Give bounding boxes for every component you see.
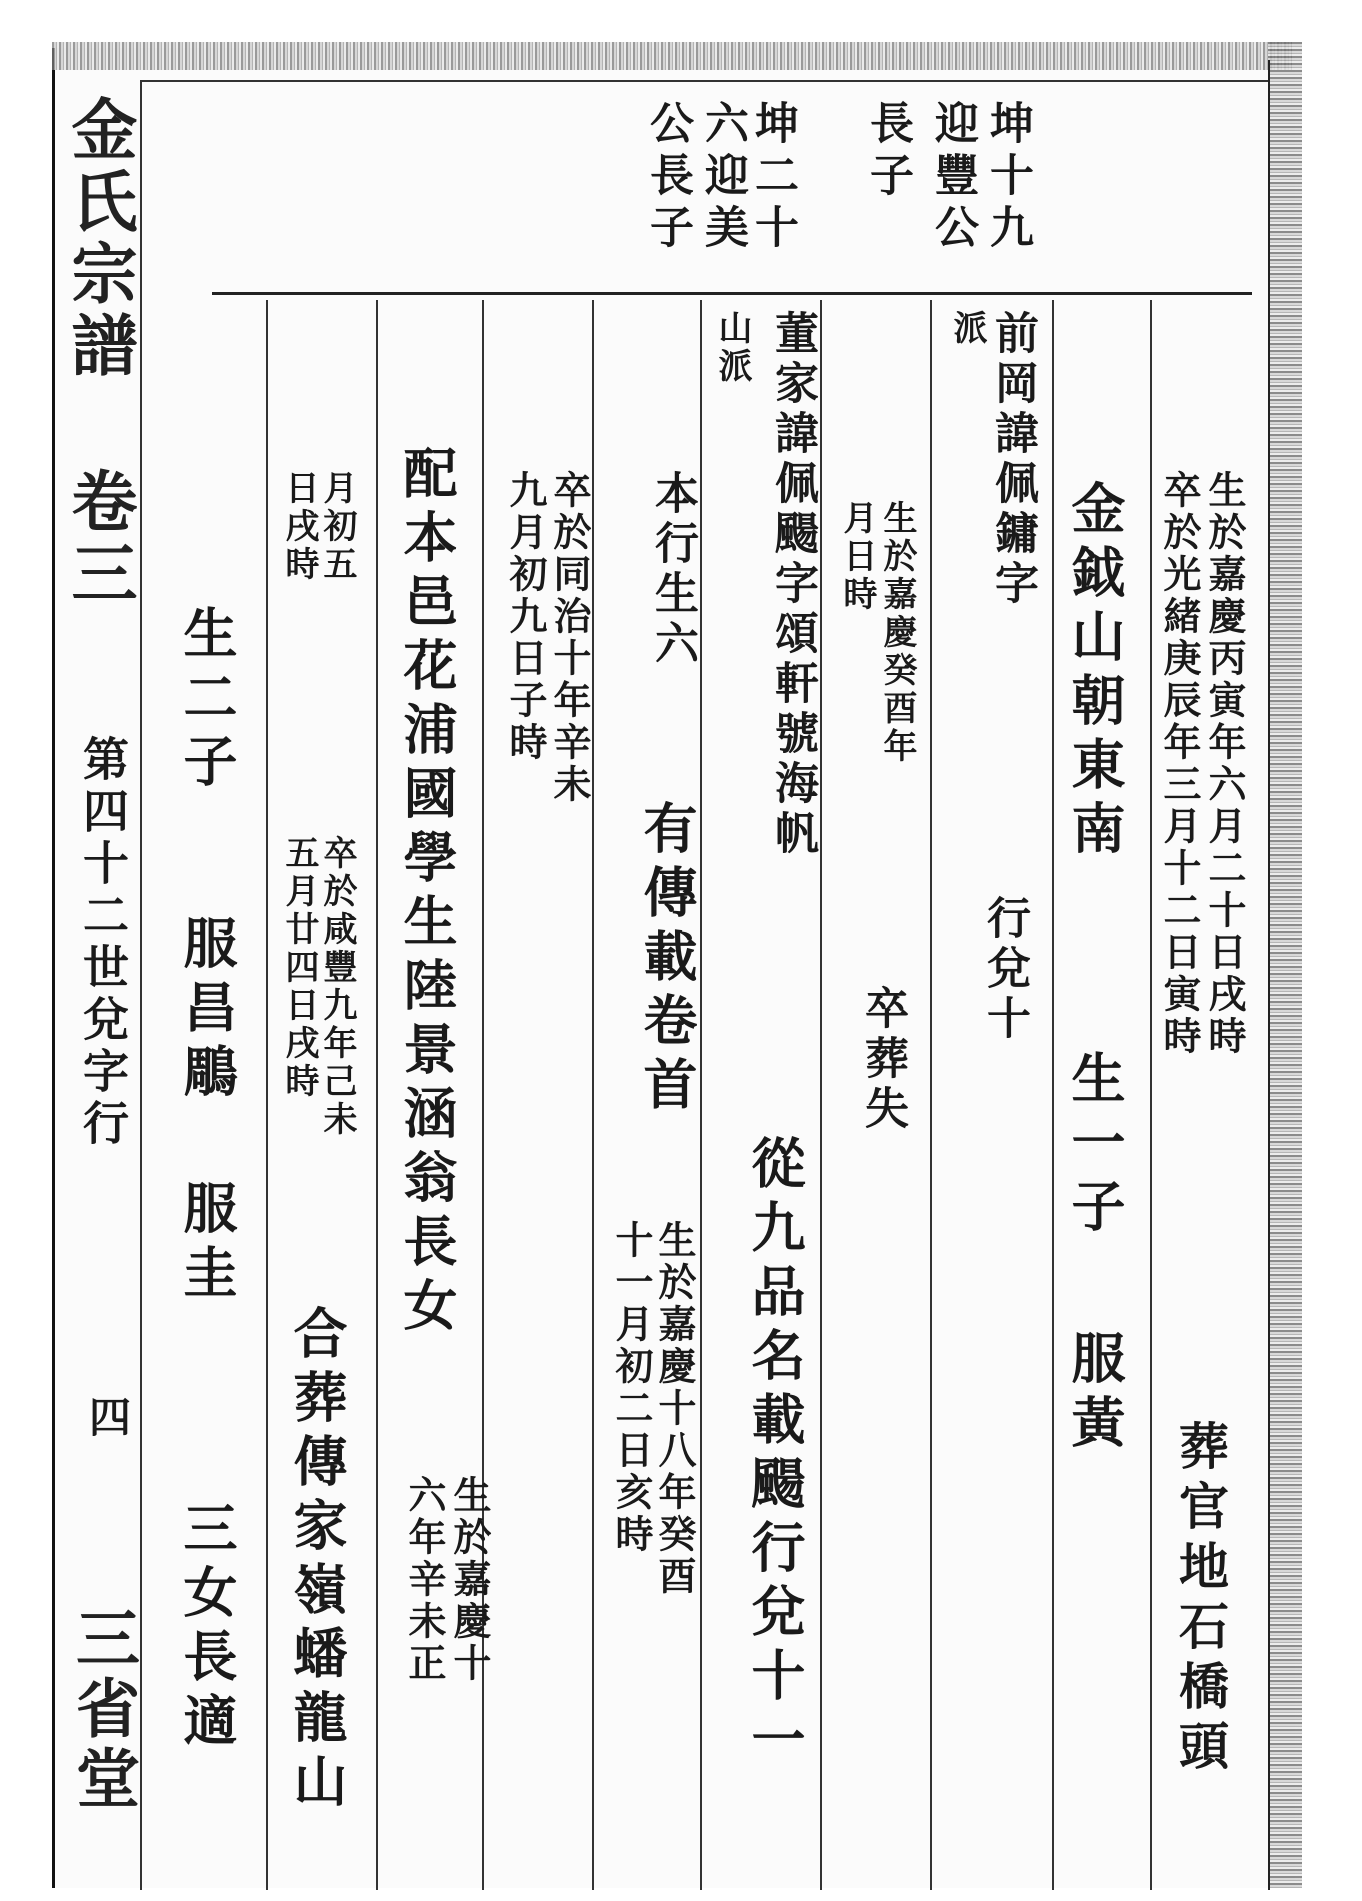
header-line: 公長子 (642, 100, 693, 256)
hall-name: 三省堂 (65, 1605, 140, 1815)
generation-label: 第四十二世兌字行 (76, 735, 130, 1151)
record-line: 生一子 (1063, 1050, 1127, 1242)
column-rule (266, 300, 268, 1890)
page-edge-texture-right (1268, 42, 1302, 1888)
record-line: 卒於咸豐九年己未 (317, 835, 357, 1139)
record-line: 三女長適 (175, 1500, 239, 1756)
inner-border-top (140, 80, 1268, 82)
column-rule (820, 300, 822, 1890)
header-line: 迎豐公 (927, 100, 978, 256)
record-line: 本行生六 (647, 470, 698, 670)
record-line: 服圭 (175, 1180, 239, 1308)
record-line: 卒於光緒庚辰年三月十二日寅時 (1157, 470, 1202, 1058)
record-line: 九月初九日子時 (503, 470, 548, 764)
record-line: 生於嘉慶十 (447, 1475, 492, 1685)
record-line: 月日時 (837, 500, 877, 614)
record-line: 服黃 (1063, 1330, 1127, 1458)
record-line: 配本邑花浦國學生陸景涵翁長女 (395, 445, 459, 1341)
header-line: 長子 (862, 100, 913, 204)
record-line: 從九品名載颺行兌十一 (743, 1135, 807, 1775)
header-line: 六迎美 (697, 100, 748, 256)
record-line: 服昌鵰 (175, 915, 239, 1107)
record-line: 合葬傳家嶺蟠龍山 (285, 1305, 349, 1817)
header-line: 坤二十 (747, 100, 798, 256)
record-line: 葬官地石橋頭 (1171, 1420, 1230, 1780)
record-line: 月初五 (317, 470, 357, 584)
column-rule (1052, 300, 1054, 1890)
record-line: 派 (947, 310, 987, 348)
header-rule (212, 292, 1252, 295)
column-rule (1150, 300, 1152, 1890)
record-line: 行兌十 (979, 895, 1030, 1045)
column-rule (592, 300, 594, 1890)
record-line: 前岡諱佩鏞字 (987, 310, 1038, 610)
record-line: 董家諱佩颺字頌軒號海帆 (767, 310, 818, 860)
record-line: 生二子 (175, 605, 239, 797)
record-line: 卒葬失 (857, 985, 908, 1135)
inner-border-right (1268, 60, 1270, 1890)
column-rule (700, 300, 702, 1890)
column-rule (376, 300, 378, 1890)
record-line: 六年辛未正 (402, 1475, 447, 1685)
record-line: 日戌時 (279, 470, 319, 584)
record-line: 卒於同治十年辛未 (547, 470, 592, 806)
record-line: 金鉞山朝東南 (1063, 480, 1127, 864)
record-line: 生於嘉慶癸酉年 (877, 500, 917, 766)
record-line: 生於嘉慶十八年癸酉 (652, 1220, 697, 1598)
column-rule (930, 300, 932, 1890)
page-edge-texture-top (52, 42, 1292, 70)
page-number: 四 (83, 1395, 132, 1437)
book-title: 金氏宗譜 卷三 (60, 95, 138, 611)
header-line: 坤十九 (982, 100, 1033, 256)
record-line: 山派 (712, 310, 752, 386)
record-line: 生於嘉慶丙寅年六月二十日戌時 (1202, 470, 1247, 1058)
margin-rule (140, 80, 142, 1890)
record-line: 五月廿四日戌時 (279, 835, 319, 1101)
record-line: 有傳載卷首 (635, 800, 699, 1120)
record-line: 十一月初二日亥時 (609, 1220, 654, 1556)
